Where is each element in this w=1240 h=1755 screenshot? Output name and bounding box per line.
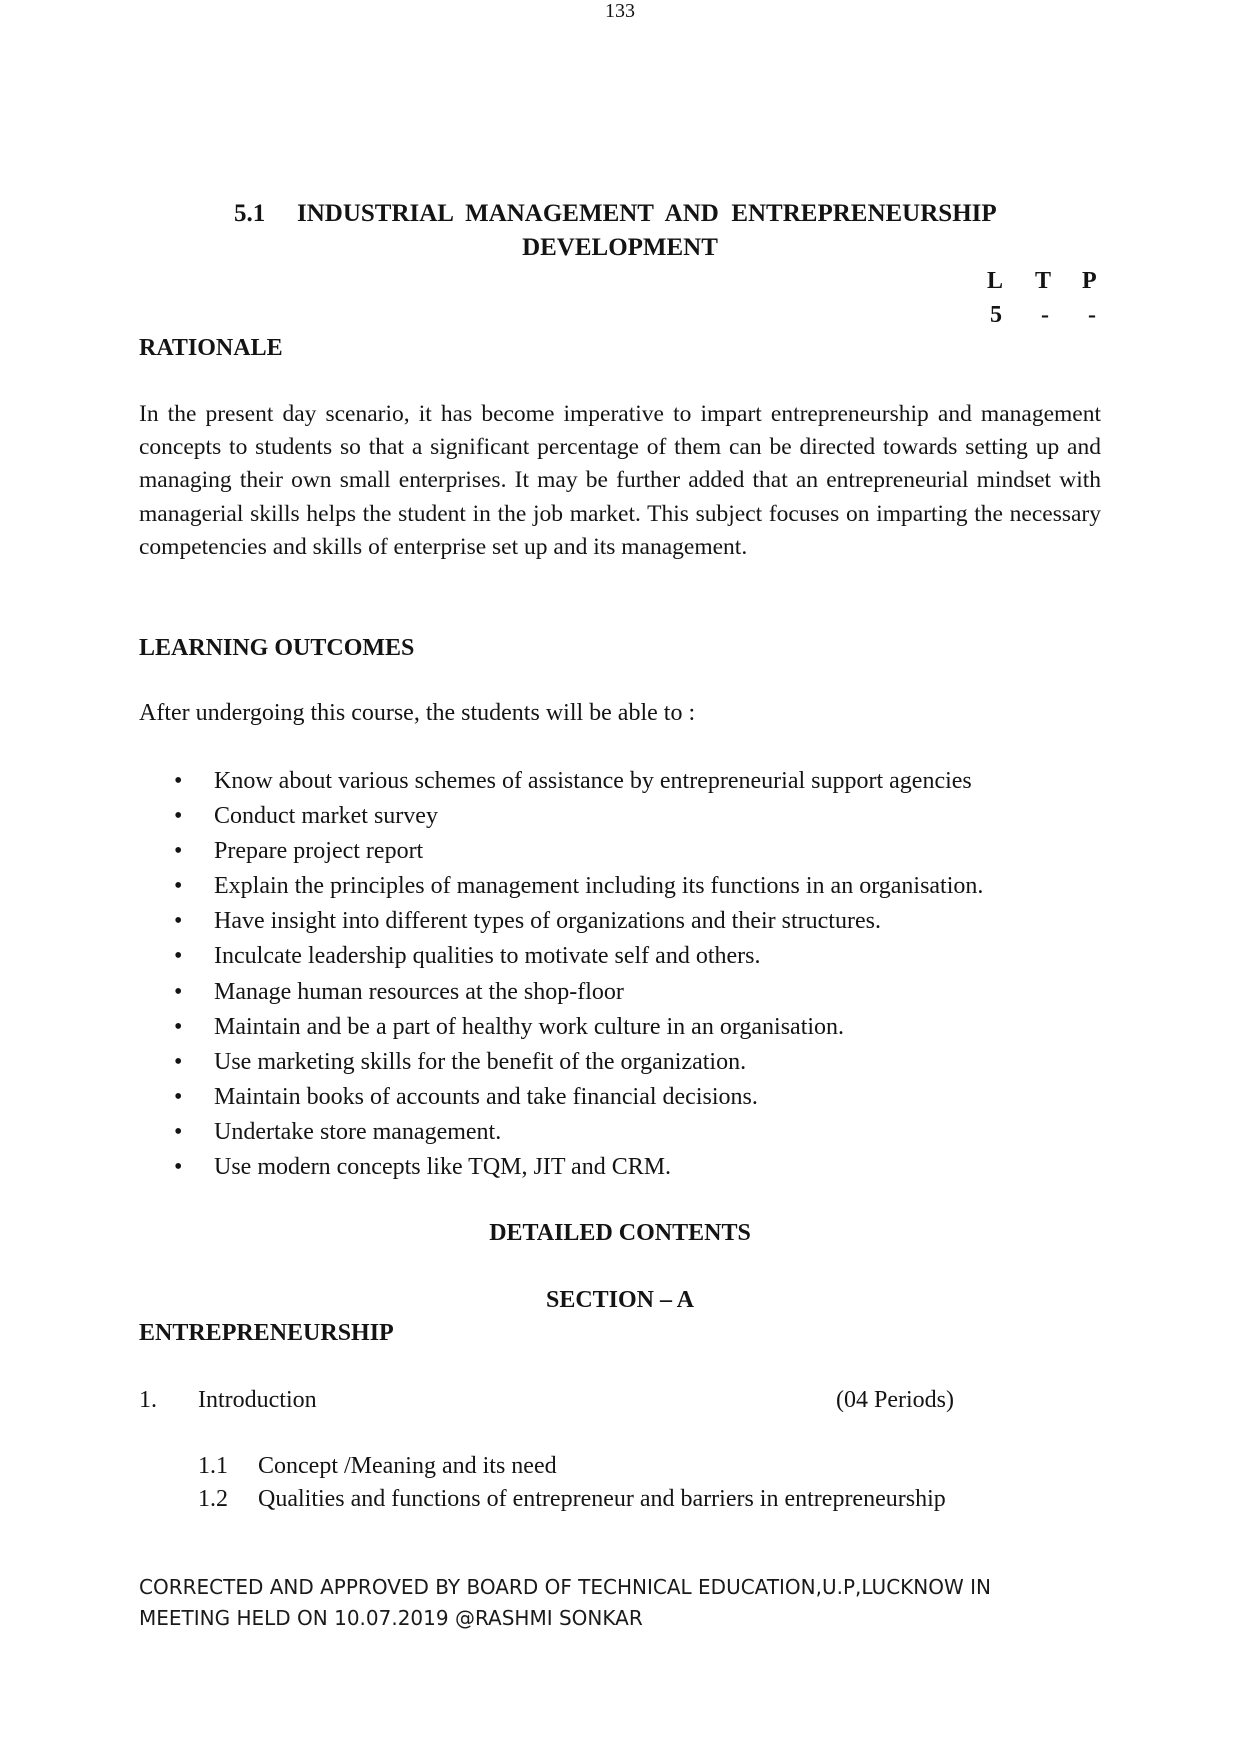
ltp-value-t: - xyxy=(1041,302,1049,328)
subtopic-text: Qualities and functions of entrepreneur and barriers in entrepreneurship xyxy=(258,1486,946,1512)
list-item: • Maintain and be a part of healthy work culture in an organisation. xyxy=(139,1010,1099,1045)
subtopic-number: 1.1 xyxy=(198,1453,228,1479)
list-item: • Use modern concepts like TQM, JIT and CRM. xyxy=(139,1150,1099,1185)
list-item: • Know about various schemes of assistance by entrepreneurial support agencies xyxy=(139,764,1099,799)
list-item: • Have insight into different types of organizations and their structures. xyxy=(139,904,1099,939)
footer-line: MEETING HELD ON 10.07.2019 @RASHMI SONKAR xyxy=(139,1606,643,1630)
page-number: 133 xyxy=(605,0,635,22)
learning-outcomes-heading: LEARNING OUTCOMES xyxy=(139,635,415,661)
list-item: • Prepare project report xyxy=(139,834,1099,869)
list-item: • Use marketing skills for the benefit of the organization. xyxy=(139,1045,1099,1080)
list-item: • Undertake store management. xyxy=(139,1115,1099,1150)
unit-title: Introduction xyxy=(198,1387,317,1413)
unit-periods: (04 Periods) xyxy=(836,1387,954,1413)
list-item: • Explain the principles of management including its functions in an organisation. xyxy=(139,869,1099,904)
detailed-contents-heading: DETAILED CONTENTS xyxy=(489,1220,751,1246)
unit-number: 1. xyxy=(139,1387,157,1413)
list-item: • Manage human resources at the shop-floor xyxy=(139,975,1099,1010)
topic-heading: ENTREPRENEURSHIP xyxy=(139,1320,394,1346)
subtopic-text: Concept /Meaning and its need xyxy=(258,1453,557,1479)
ltp-header-t: T xyxy=(1035,268,1052,294)
ltp-header-l: L xyxy=(987,268,1004,294)
section-heading: SECTION – A xyxy=(545,1287,695,1313)
page-title-line2: DEVELOPMENT xyxy=(522,234,718,261)
learning-outcomes-intro: After undergoing this course, the students will be able to : xyxy=(139,700,696,726)
list-item: • Conduct market survey xyxy=(139,799,1099,834)
rationale-heading: RATIONALE xyxy=(139,335,283,361)
footer-note xyxy=(139,1572,1139,1634)
ltp-value-l: 5 xyxy=(990,302,1002,328)
learning-outcomes-list xyxy=(139,764,1099,1185)
subtopic-number: 1.2 xyxy=(198,1486,228,1512)
list-item: • Inculcate leadership qualities to motivate self and others. xyxy=(139,939,1099,974)
page-title: INDUSTRIAL MANAGEMENT AND ENTREPRENEURSHIP xyxy=(297,200,997,227)
ltp-header-p: P xyxy=(1082,268,1097,294)
rationale-text: In the present day scenario, it has become imperative to impart entrepreneurship and management concepts to students so that a significant percentage of them can be directed towards setting up and managing their own small enterprises. It may be further added that an entrepreneurial mindset with managerial skills helps the student in the job market. This subject focuses on imparting the necessary competencies and skills of enterprise set up and its management. xyxy=(139,401,1101,560)
section-number: 5.1 xyxy=(234,200,266,227)
footer-line: CORRECTED AND APPROVED BY BOARD OF TECHNICAL EDUCATION,U.P,LUCKNOW IN xyxy=(139,1575,991,1599)
ltp-value-p: - xyxy=(1088,302,1096,328)
list-item: • Maintain books of accounts and take financial decisions. xyxy=(139,1080,1099,1115)
